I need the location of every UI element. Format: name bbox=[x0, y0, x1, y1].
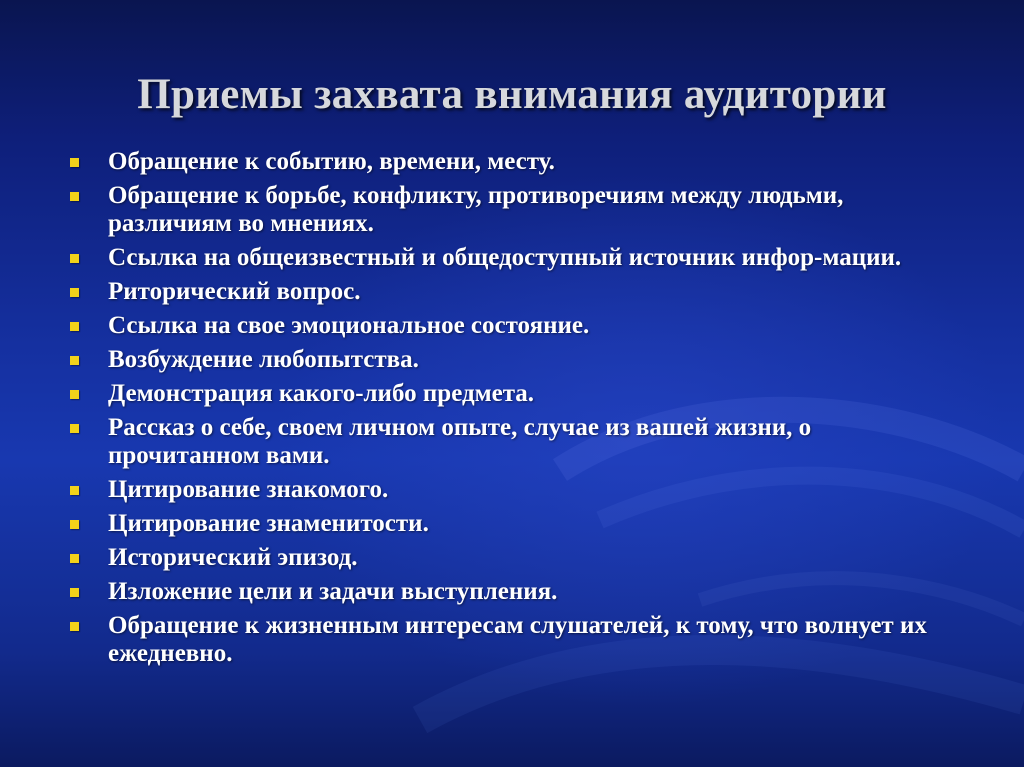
list-item bbox=[66, 544, 966, 572]
list-item bbox=[66, 278, 966, 306]
square-bullet-icon bbox=[70, 588, 79, 597]
list-item bbox=[66, 312, 966, 340]
list-item-text: Обращение к борьбе, конфликту, противоречиям между людьми, различиям во мнениях. bbox=[108, 182, 844, 237]
square-bullet-icon bbox=[70, 520, 79, 529]
list-item bbox=[66, 578, 966, 606]
list-item-text: Демонстрация какого-либо предмета. bbox=[108, 380, 535, 407]
list-item-text: Обращение к жизненным интересам слушателей, к тому, что волнует их ежедневно. bbox=[108, 612, 927, 667]
list-item-text: Изложение цели и задачи выступления. bbox=[108, 578, 558, 605]
list-item-text: Риторический вопрос. bbox=[108, 278, 361, 305]
list-item-text: Рассказ о себе, своем личном опыте, случае из вашей жизни, о прочитанном вами. bbox=[108, 414, 812, 469]
list-item-text: Возбуждение любопытства. bbox=[108, 346, 419, 373]
list-item bbox=[66, 380, 966, 408]
square-bullet-icon bbox=[70, 288, 79, 297]
list-item bbox=[66, 182, 966, 238]
list-item bbox=[66, 510, 966, 538]
square-bullet-icon bbox=[70, 390, 79, 399]
list-item-text: Цитирование знаменитости. bbox=[108, 510, 429, 537]
square-bullet-icon bbox=[70, 486, 79, 495]
square-bullet-icon bbox=[70, 622, 79, 631]
square-bullet-icon bbox=[70, 424, 79, 433]
list-item bbox=[66, 244, 966, 272]
square-bullet-icon bbox=[70, 554, 79, 563]
list-item bbox=[66, 148, 966, 176]
list-item-text: Ссылка на общеизвестный и общедоступный источник инфор-мации. bbox=[108, 244, 902, 271]
square-bullet-icon bbox=[70, 192, 79, 201]
square-bullet-icon bbox=[70, 356, 79, 365]
list-item bbox=[66, 476, 966, 504]
slide-title: Приемы захвата внимания аудитории bbox=[137, 71, 887, 118]
list-item-text: Ссылка на свое эмоциональное состояние. bbox=[108, 312, 590, 339]
list-item-text: Исторический эпизод. bbox=[108, 544, 358, 571]
square-bullet-icon bbox=[70, 158, 79, 167]
square-bullet-icon bbox=[70, 254, 79, 263]
list-item bbox=[66, 346, 966, 374]
bullet-list bbox=[66, 148, 966, 674]
list-item-text: Обращение к событию, времени, месту. bbox=[108, 148, 555, 175]
list-item-text: Цитирование знакомого. bbox=[108, 476, 389, 503]
square-bullet-icon bbox=[70, 322, 79, 331]
list-item bbox=[66, 612, 966, 668]
list-item bbox=[66, 414, 966, 470]
